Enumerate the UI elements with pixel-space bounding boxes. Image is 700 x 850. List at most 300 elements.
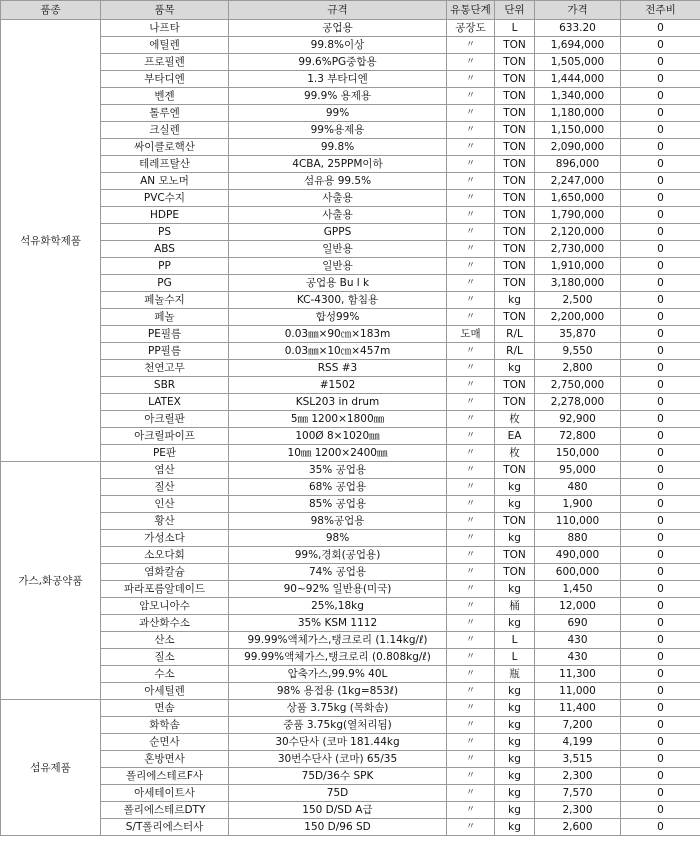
item-cell: 폴리에스테르F사 [101,768,229,785]
item-cell: 소오다회 [101,547,229,564]
item-cell: PS [101,224,229,241]
spec-cell: 98% 용접용 (1kg=853ℓ) [229,683,447,700]
price-cell: 3,180,000 [535,275,621,292]
stage-cell: 〃 [447,496,495,513]
item-cell: ABS [101,241,229,258]
col-stage-header: 유통단계 [447,1,495,20]
item-cell: 인산 [101,496,229,513]
category-cell: 섬유제품 [1,700,101,836]
spec-cell: 35% 공업용 [229,462,447,479]
stage-cell: 〃 [447,445,495,462]
item-cell: 순면사 [101,734,229,751]
table-row [1,632,700,649]
item-cell: 염화칼슘 [101,564,229,581]
spec-cell: 30번수단사 (코마) 65/35 [229,751,447,768]
spec-cell: 4CBA, 25PPM이하 [229,156,447,173]
unit-cell: R/L [495,343,535,360]
unit-cell: kg [495,615,535,632]
table-row [1,717,700,734]
item-cell: 면솜 [101,700,229,717]
change-cell: 0 [621,768,700,785]
stage-cell: 〃 [447,105,495,122]
col-price-header: 가격 [535,1,621,20]
stage-cell: 〃 [447,139,495,156]
table-row [1,54,700,71]
change-cell: 0 [621,139,700,156]
stage-cell: 〃 [447,394,495,411]
stage-cell: 〃 [447,54,495,71]
col-unit-header: 단위 [495,1,535,20]
table-row [1,802,700,819]
spec-cell: 25%,18kg [229,598,447,615]
item-cell: 폴리에스테르DTY [101,802,229,819]
change-cell: 0 [621,275,700,292]
spec-cell: #1502 [229,377,447,394]
unit-cell: 桶 [495,598,535,615]
stage-cell: 〃 [447,666,495,683]
unit-cell: kg [495,496,535,513]
price-cell: 2,750,000 [535,377,621,394]
unit-cell: TON [495,513,535,530]
unit-cell: kg [495,819,535,836]
unit-cell: kg [495,768,535,785]
table-row [1,564,700,581]
spec-cell: 공업용 [229,20,447,37]
item-cell: 싸이클로핵산 [101,139,229,156]
spec-cell: 150 D/SD A급 [229,802,447,819]
change-cell: 0 [621,258,700,275]
price-cell: 1,450 [535,581,621,598]
spec-cell: 85% 공업용 [229,496,447,513]
price-cell: 1,650,000 [535,190,621,207]
item-cell: 페놀 [101,309,229,326]
stage-cell: 〃 [447,564,495,581]
unit-cell: L [495,649,535,666]
table-row [1,547,700,564]
col-change-header: 전주비 [621,1,700,20]
table-row [1,190,700,207]
stage-cell: 〃 [447,462,495,479]
table-row [1,479,700,496]
table-row [1,462,700,479]
unit-cell: TON [495,394,535,411]
price-cell: 2,300 [535,768,621,785]
spec-cell: 99.9% 용제용 [229,88,447,105]
unit-cell: TON [495,275,535,292]
table-row [1,139,700,156]
price-cell: 72,800 [535,428,621,445]
change-cell: 0 [621,683,700,700]
stage-cell: 〃 [447,598,495,615]
spec-cell: 100Ø 8×1020㎜ [229,428,447,445]
spec-cell: 74% 공업용 [229,564,447,581]
spec-cell: 90~92% 일반용(미국) [229,581,447,598]
change-cell: 0 [621,360,700,377]
stage-cell: 〃 [447,479,495,496]
item-cell: 나프타 [101,20,229,37]
change-cell: 0 [621,564,700,581]
table-row [1,785,700,802]
item-cell: 아크릴판 [101,411,229,428]
stage-cell: 〃 [447,292,495,309]
change-cell: 0 [621,122,700,139]
stage-cell: 〃 [447,513,495,530]
change-cell: 0 [621,173,700,190]
spec-cell: 5㎜ 1200×1800㎜ [229,411,447,428]
spec-cell: 중품 3.75kg(열처리됨) [229,717,447,734]
price-cell: 11,300 [535,666,621,683]
price-cell: 4,199 [535,734,621,751]
unit-cell: TON [495,564,535,581]
item-cell: PVC수지 [101,190,229,207]
table-row [1,819,700,836]
price-cell: 95,000 [535,462,621,479]
price-cell: 2,730,000 [535,241,621,258]
price-cell: 11,000 [535,683,621,700]
price-cell: 11,400 [535,700,621,717]
change-cell: 0 [621,71,700,88]
change-cell: 0 [621,54,700,71]
unit-cell: TON [495,190,535,207]
price-cell: 1,694,000 [535,37,621,54]
unit-cell: kg [495,751,535,768]
item-cell: 천연고무 [101,360,229,377]
unit-cell: TON [495,207,535,224]
spec-cell: KC-4300, 함침용 [229,292,447,309]
stage-cell: 공장도 [447,20,495,37]
item-cell: 염산 [101,462,229,479]
item-cell: 과산화수소 [101,615,229,632]
change-cell: 0 [621,632,700,649]
table-row [1,377,700,394]
change-cell: 0 [621,802,700,819]
stage-cell: 〃 [447,581,495,598]
table-row [1,445,700,462]
stage-cell: 〃 [447,190,495,207]
item-cell: 벤젠 [101,88,229,105]
unit-cell: L [495,20,535,37]
stage-cell: 〃 [447,156,495,173]
price-cell: 690 [535,615,621,632]
stage-cell: 〃 [447,632,495,649]
table-row [1,105,700,122]
table-row [1,428,700,445]
unit-cell: TON [495,122,535,139]
price-cell: 1,790,000 [535,207,621,224]
unit-cell: TON [495,377,535,394]
price-cell: 1,180,000 [535,105,621,122]
stage-cell: 〃 [447,734,495,751]
unit-cell: TON [495,105,535,122]
table-row [1,360,700,377]
change-cell: 0 [621,224,700,241]
unit-cell: TON [495,547,535,564]
stage-cell: 〃 [447,751,495,768]
table-row [1,71,700,88]
item-cell: PE판 [101,445,229,462]
price-cell: 2,300 [535,802,621,819]
stage-cell: 도매 [447,326,495,343]
stage-cell: 〃 [447,785,495,802]
stage-cell: 〃 [447,547,495,564]
table-row [1,258,700,275]
item-cell: S/T폴리에스터사 [101,819,229,836]
stage-cell: 〃 [447,71,495,88]
table-row [1,275,700,292]
change-cell: 0 [621,326,700,343]
spec-cell: 68% 공업용 [229,479,447,496]
change-cell: 0 [621,700,700,717]
change-cell: 0 [621,734,700,751]
spec-cell: 0.03㎜×10㎝×457m [229,343,447,360]
change-cell: 0 [621,462,700,479]
change-cell: 0 [621,547,700,564]
change-cell: 0 [621,190,700,207]
spec-cell: 0.03㎜×90㎝×183m [229,326,447,343]
table-row [1,513,700,530]
unit-cell: TON [495,224,535,241]
stage-cell: 〃 [447,377,495,394]
change-cell: 0 [621,666,700,683]
category-cell: 가스,화공약품 [1,462,101,700]
unit-cell: kg [495,734,535,751]
item-cell: 테레프탈산 [101,156,229,173]
stage-cell: 〃 [447,37,495,54]
stage-cell: 〃 [447,717,495,734]
item-cell: 에틸렌 [101,37,229,54]
stage-cell: 〃 [447,649,495,666]
spec-cell: 150 D/96 SD [229,819,447,836]
price-cell: 9,550 [535,343,621,360]
unit-cell: TON [495,139,535,156]
spec-cell: 일반용 [229,258,447,275]
item-cell: 가성소다 [101,530,229,547]
stage-cell: 〃 [447,700,495,717]
spec-cell: 98% [229,530,447,547]
stage-cell: 〃 [447,428,495,445]
price-cell: 2,090,000 [535,139,621,156]
change-cell: 0 [621,581,700,598]
price-cell: 480 [535,479,621,496]
price-cell: 1,444,000 [535,71,621,88]
change-cell: 0 [621,292,700,309]
price-cell: 880 [535,530,621,547]
item-cell: 암모니아수 [101,598,229,615]
unit-cell: TON [495,173,535,190]
table-row [1,734,700,751]
stage-cell: 〃 [447,683,495,700]
item-cell: PE필름 [101,326,229,343]
table-row [1,173,700,190]
price-cell: 2,500 [535,292,621,309]
unit-cell: kg [495,717,535,734]
table-row [1,649,700,666]
spec-cell: 98%공업용 [229,513,447,530]
spec-cell: 사출용 [229,207,447,224]
item-cell: 혼방면사 [101,751,229,768]
price-cell: 2,600 [535,819,621,836]
table-row [1,343,700,360]
price-cell: 896,000 [535,156,621,173]
spec-cell: 사출용 [229,190,447,207]
spec-cell: 1.3 부타디엔 [229,71,447,88]
unit-cell: L [495,632,535,649]
item-cell: LATEX [101,394,229,411]
table-row [1,683,700,700]
item-cell: 크실렌 [101,122,229,139]
table-row [1,411,700,428]
item-cell: 황산 [101,513,229,530]
table-row [1,37,700,54]
spec-cell: 상품 3.75kg (목화솜) [229,700,447,717]
change-cell: 0 [621,717,700,734]
table-row [1,598,700,615]
table-row [1,224,700,241]
unit-cell: TON [495,71,535,88]
unit-cell: kg [495,683,535,700]
item-cell: 부타디엔 [101,71,229,88]
change-cell: 0 [621,377,700,394]
price-cell: 1,340,000 [535,88,621,105]
spec-cell: 99.8%이상 [229,37,447,54]
table-body [1,20,700,836]
item-cell: 아세테이트사 [101,785,229,802]
price-cell: 1,910,000 [535,258,621,275]
change-cell: 0 [621,496,700,513]
table-row [1,394,700,411]
table-row [1,530,700,547]
change-cell: 0 [621,513,700,530]
spec-cell: 99% [229,105,447,122]
item-cell: 수소 [101,666,229,683]
stage-cell: 〃 [447,530,495,547]
change-cell: 0 [621,309,700,326]
spec-cell: KSL203 in drum [229,394,447,411]
stage-cell: 〃 [447,224,495,241]
price-cell: 430 [535,632,621,649]
spec-cell: 30수단사 (코마 181.44kg [229,734,447,751]
stage-cell: 〃 [447,309,495,326]
spec-cell: 99.99%액체가스,탱크로리 (0.808kg/ℓ) [229,649,447,666]
table-row [1,751,700,768]
price-cell: 35,870 [535,326,621,343]
change-cell: 0 [621,649,700,666]
spec-cell: GPPS [229,224,447,241]
change-cell: 0 [621,394,700,411]
change-cell: 0 [621,343,700,360]
change-cell: 0 [621,207,700,224]
stage-cell: 〃 [447,343,495,360]
change-cell: 0 [621,411,700,428]
spec-cell: 일반용 [229,241,447,258]
unit-cell: TON [495,156,535,173]
change-cell: 0 [621,37,700,54]
price-cell: 2,278,000 [535,394,621,411]
table-row [1,156,700,173]
item-cell: PP [101,258,229,275]
table-row [1,615,700,632]
stage-cell: 〃 [447,258,495,275]
item-cell: 파라포름알데이드 [101,581,229,598]
spec-cell: 99%,경회(공업용) [229,547,447,564]
header-row [1,1,700,20]
unit-cell: 瓶 [495,666,535,683]
change-cell: 0 [621,530,700,547]
change-cell: 0 [621,241,700,258]
item-cell: 산소 [101,632,229,649]
spec-cell: 압축가스,99.9% 40L [229,666,447,683]
stage-cell: 〃 [447,411,495,428]
stage-cell: 〃 [447,88,495,105]
stage-cell: 〃 [447,207,495,224]
col-spec-header: 규격 [229,1,447,20]
change-cell: 0 [621,479,700,496]
item-cell: 질소 [101,649,229,666]
price-cell: 1,150,000 [535,122,621,139]
change-cell: 0 [621,428,700,445]
table-row [1,700,700,717]
spec-cell: 99%용제용 [229,122,447,139]
stage-cell: 〃 [447,615,495,632]
stage-cell: 〃 [447,173,495,190]
spec-cell: 공업용 Bu l k [229,275,447,292]
table-row [1,496,700,513]
table-row [1,122,700,139]
change-cell: 0 [621,20,700,37]
unit-cell: kg [495,700,535,717]
stage-cell: 〃 [447,360,495,377]
stage-cell: 〃 [447,241,495,258]
item-cell: 질산 [101,479,229,496]
change-cell: 0 [621,598,700,615]
unit-cell: kg [495,292,535,309]
unit-cell: TON [495,462,535,479]
unit-cell: TON [495,54,535,71]
item-cell: SBR [101,377,229,394]
stage-cell: 〃 [447,275,495,292]
price-cell: 490,000 [535,547,621,564]
unit-cell: TON [495,37,535,54]
unit-cell: kg [495,479,535,496]
price-cell: 2,800 [535,360,621,377]
table-row [1,326,700,343]
col-category-header: 품종 [1,1,101,20]
change-cell: 0 [621,88,700,105]
price-cell: 150,000 [535,445,621,462]
unit-cell: EA [495,428,535,445]
table-header [1,1,700,20]
table-row [1,88,700,105]
spec-cell: 75D [229,785,447,802]
item-cell: 프로필렌 [101,54,229,71]
spec-cell: RSS #3 [229,360,447,377]
unit-cell: TON [495,88,535,105]
change-cell: 0 [621,785,700,802]
price-cell: 600,000 [535,564,621,581]
price-cell: 2,200,000 [535,309,621,326]
table-row [1,241,700,258]
item-cell: 아세틸렌 [101,683,229,700]
stage-cell: 〃 [447,819,495,836]
unit-cell: R/L [495,326,535,343]
spec-cell: 75D/36수 SPK [229,768,447,785]
change-cell: 0 [621,751,700,768]
col-item-header: 품목 [101,1,229,20]
price-cell: 110,000 [535,513,621,530]
stage-cell: 〃 [447,802,495,819]
price-cell: 1,900 [535,496,621,513]
item-cell: HDPE [101,207,229,224]
